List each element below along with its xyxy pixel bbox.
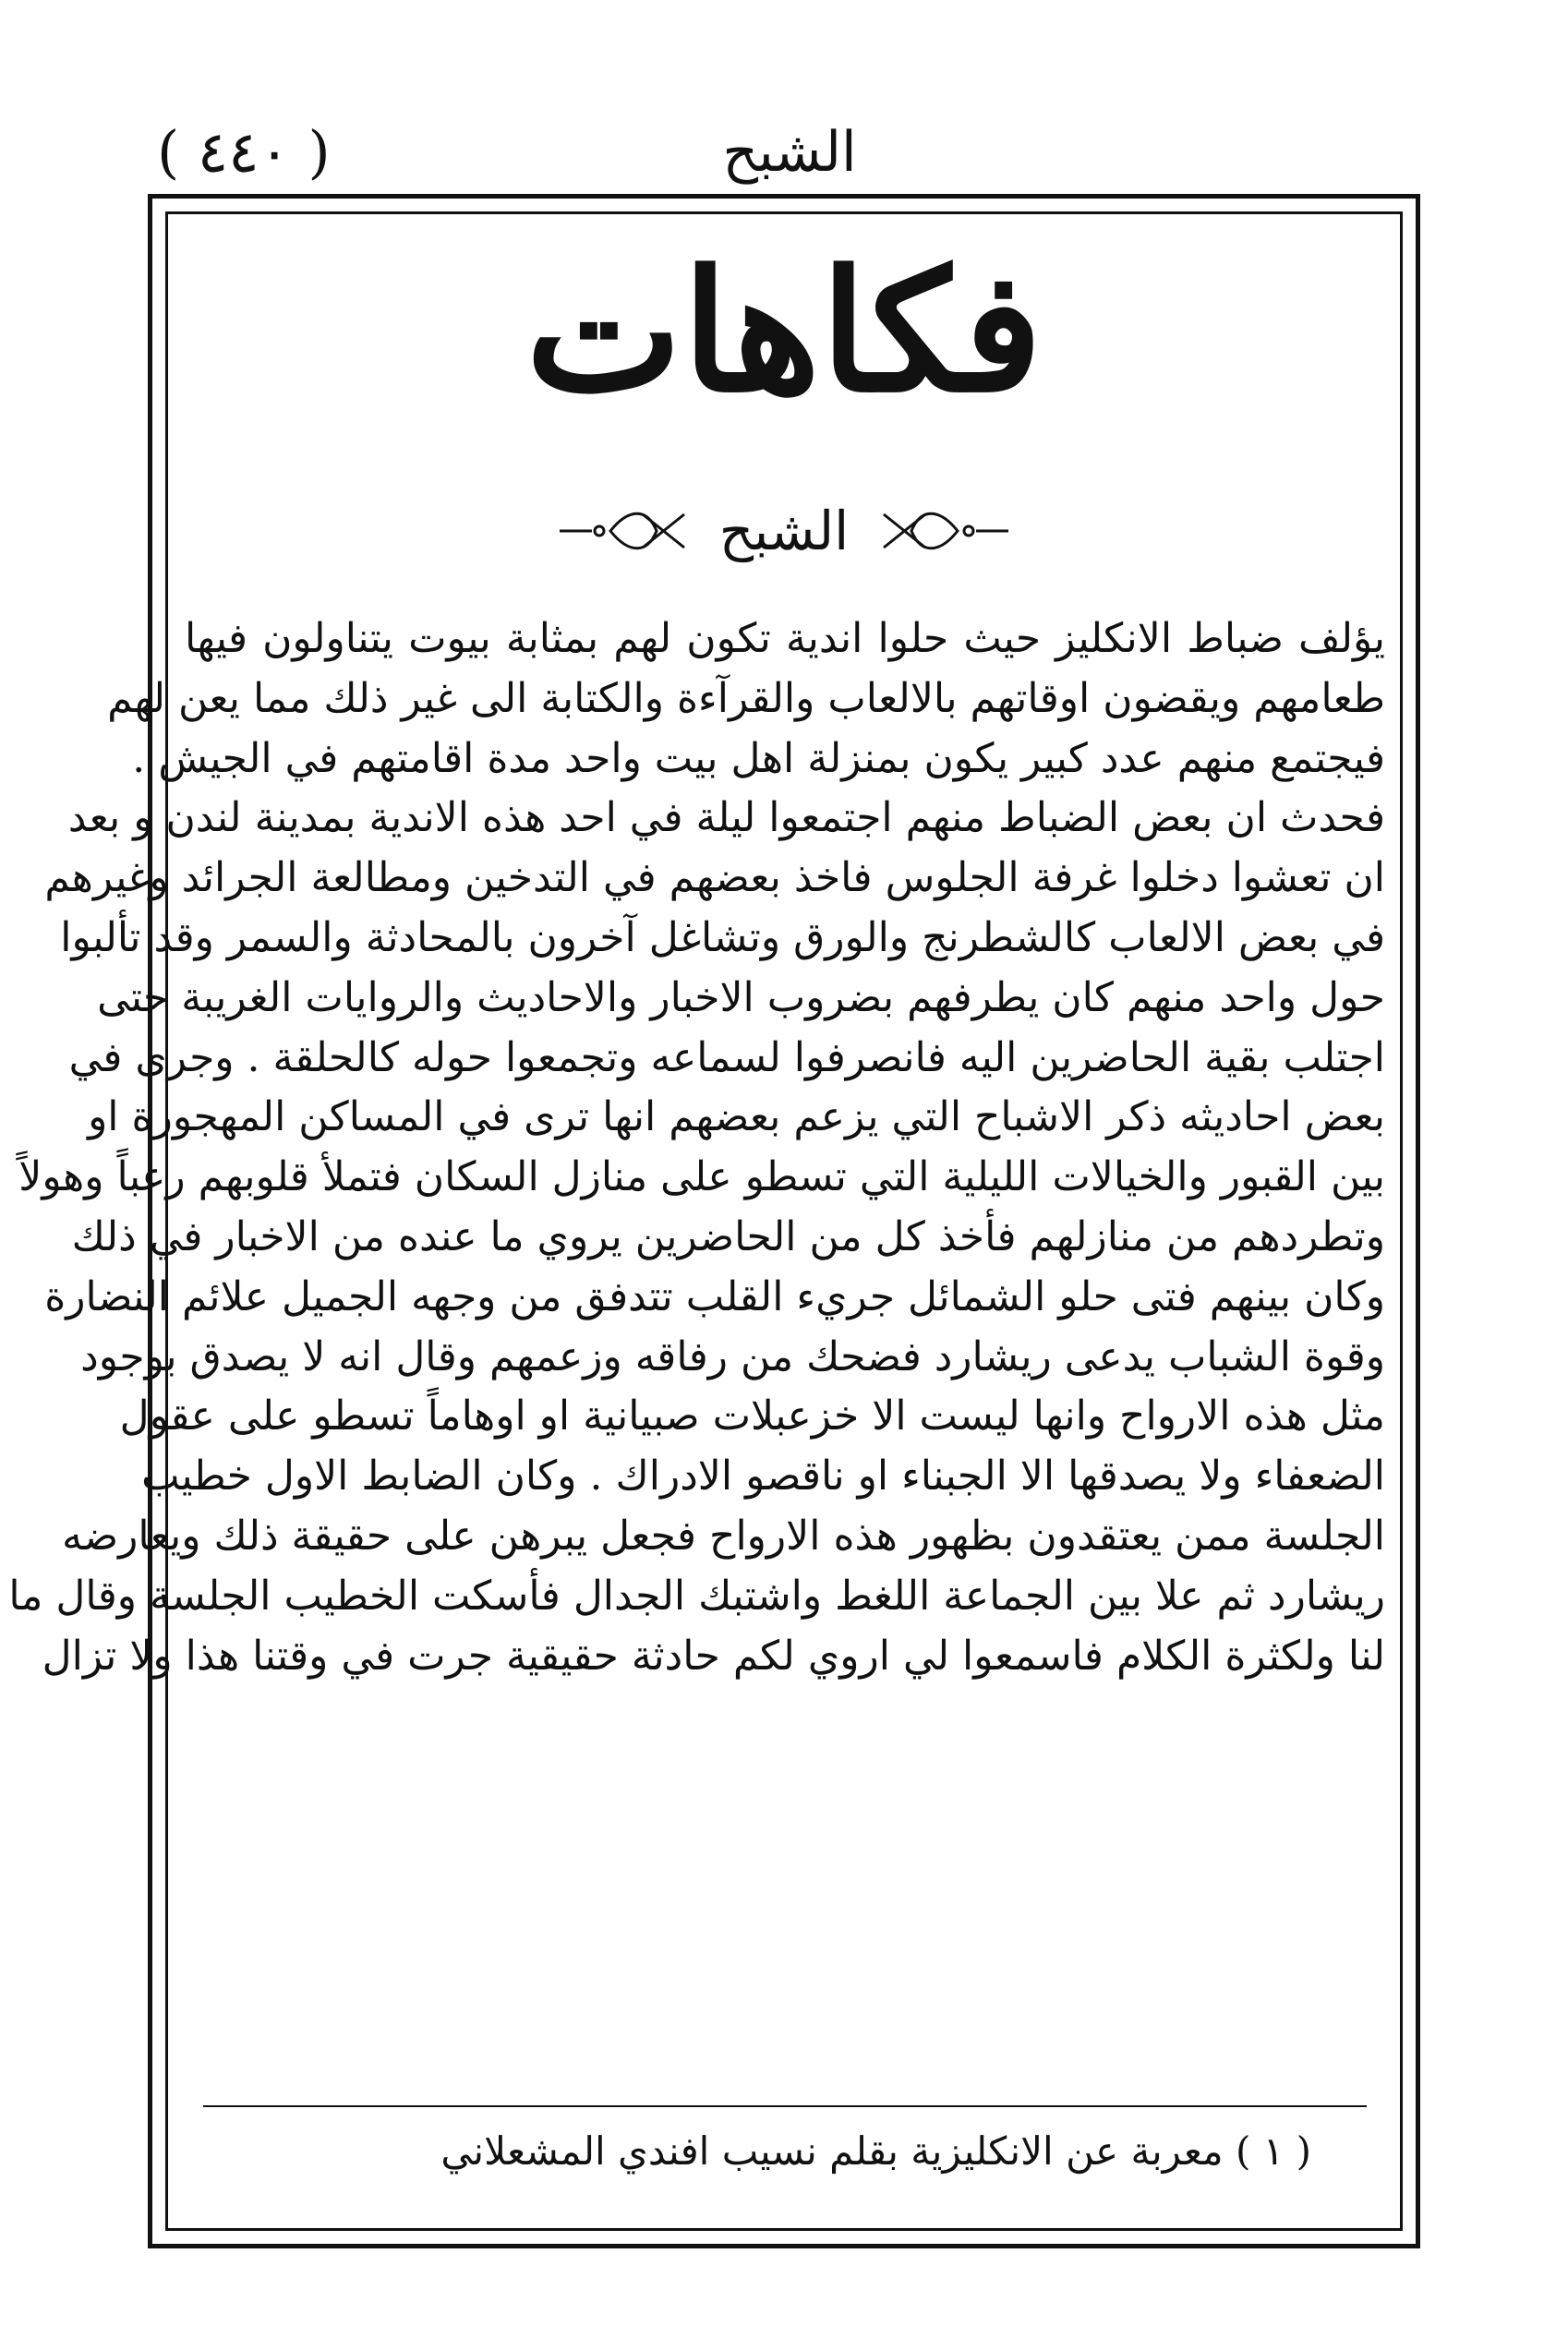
article-title: الشبح bbox=[718, 500, 850, 562]
body-line: في بعض الالعاب كالشطرنج والورق وتشاغل آخرون بالمحادثة والسمر وقد تألبوا bbox=[60, 913, 1385, 961]
section-heading: فكاهات bbox=[525, 235, 1043, 429]
ornament-left-icon bbox=[555, 503, 694, 559]
body-line: مثل هذه الارواح وانها ليست الا خزعبلات صبيانية او اوهاماً تسطو على عقول bbox=[119, 1392, 1385, 1440]
body-line: طعامهم ويقضون اوقاتهم بالالعاب والقرآءة والكتابة الى غير ذلك مما يعن لهم bbox=[107, 674, 1385, 722]
body-line: الضعفاء ولا يصدقها الا الجبناء او ناقصو الادراك . وكان الضابط الاول خطيب bbox=[141, 1452, 1385, 1500]
footnote-divider bbox=[203, 2105, 1367, 2107]
page-header bbox=[157, 111, 1422, 194]
body-line: لنا ولكثرة الكلام فاسمعوا لي اروي لكم حادثة حقيقية جرت في وقتنا هذا ولا تزال bbox=[42, 1632, 1385, 1680]
article-body bbox=[8, 609, 1385, 1686]
body-line: وكان بينهم فتى حلو الشمائل جريء القلب تتدفق من وجهه الجميل علائم النضارة bbox=[44, 1272, 1385, 1320]
article-title-row bbox=[0, 489, 1568, 572]
body-line: يؤلف ضباط الانكليز حيث حلوا اندية تكون لهم بمثابة بيوت يتناولون فيها bbox=[185, 615, 1385, 662]
body-line: الجلسة ممن يعتقدون بظهور هذه الارواح فجعل يبرهن على حقيقة ذلك ويعارضه bbox=[62, 1512, 1385, 1560]
body-line: ريشارد ثم علا بين الجماعة اللغط واشتبك الجدال فأسكت الخطيب الجلسة وقال ما bbox=[8, 1572, 1385, 1620]
body-line: فيجتمع منهم عدد كبير يكون بمنزلة اهل بيت واحد مدة اقامتهم في الجيش . bbox=[132, 734, 1385, 782]
body-line: اجتلب بقية الحاضرين اليه فانصرفوا لسماعه وتجمعوا حوله كالحلقة . وجرى في bbox=[68, 1033, 1385, 1081]
running-title: الشبح bbox=[722, 120, 857, 185]
body-line: وتطردهم من منازلهم فأخذ كل من الحاضرين يروي ما عنده من الاخبار في ذلك bbox=[71, 1212, 1385, 1260]
body-line: فحدث ان بعض الضباط منهم اجتمعوا ليلة في احد هذه الاندية بمدينة لندن و بعد bbox=[67, 794, 1385, 842]
body-line: بعض احاديثه ذكر الاشباح التي يزعم بعضهم انها ترى في المساكن المهجورة او bbox=[88, 1093, 1385, 1141]
body-line: وقوة الشباب يدعى ريشارد فضحك من رفاقه وزعمهم وقال انه لا يصدق بوجود bbox=[80, 1332, 1385, 1380]
body-line: بين القبور والخيالات الليلية التي تسطو على منازل السكان فتملأ قلوبهم رعباً وهولاً bbox=[18, 1153, 1385, 1201]
page-number: ( ٤٤٠ ) bbox=[157, 118, 331, 186]
body-line: ان تعشوا دخلوا غرفة الجلوس فاخذ بعضهم في التدخين ومطالعة الجرائد وغيرهم bbox=[44, 854, 1385, 902]
footnote: ( ١ ) معربة عن الانكليزية بقلم نسيب افندي المشعلاني bbox=[440, 2128, 1311, 2174]
body-line: حول واحد منهم كان يطرفهم بضروب الاخبار والاحاديث والروايات الغريبة حتى bbox=[97, 973, 1385, 1021]
ornament-right-icon bbox=[874, 503, 1013, 559]
